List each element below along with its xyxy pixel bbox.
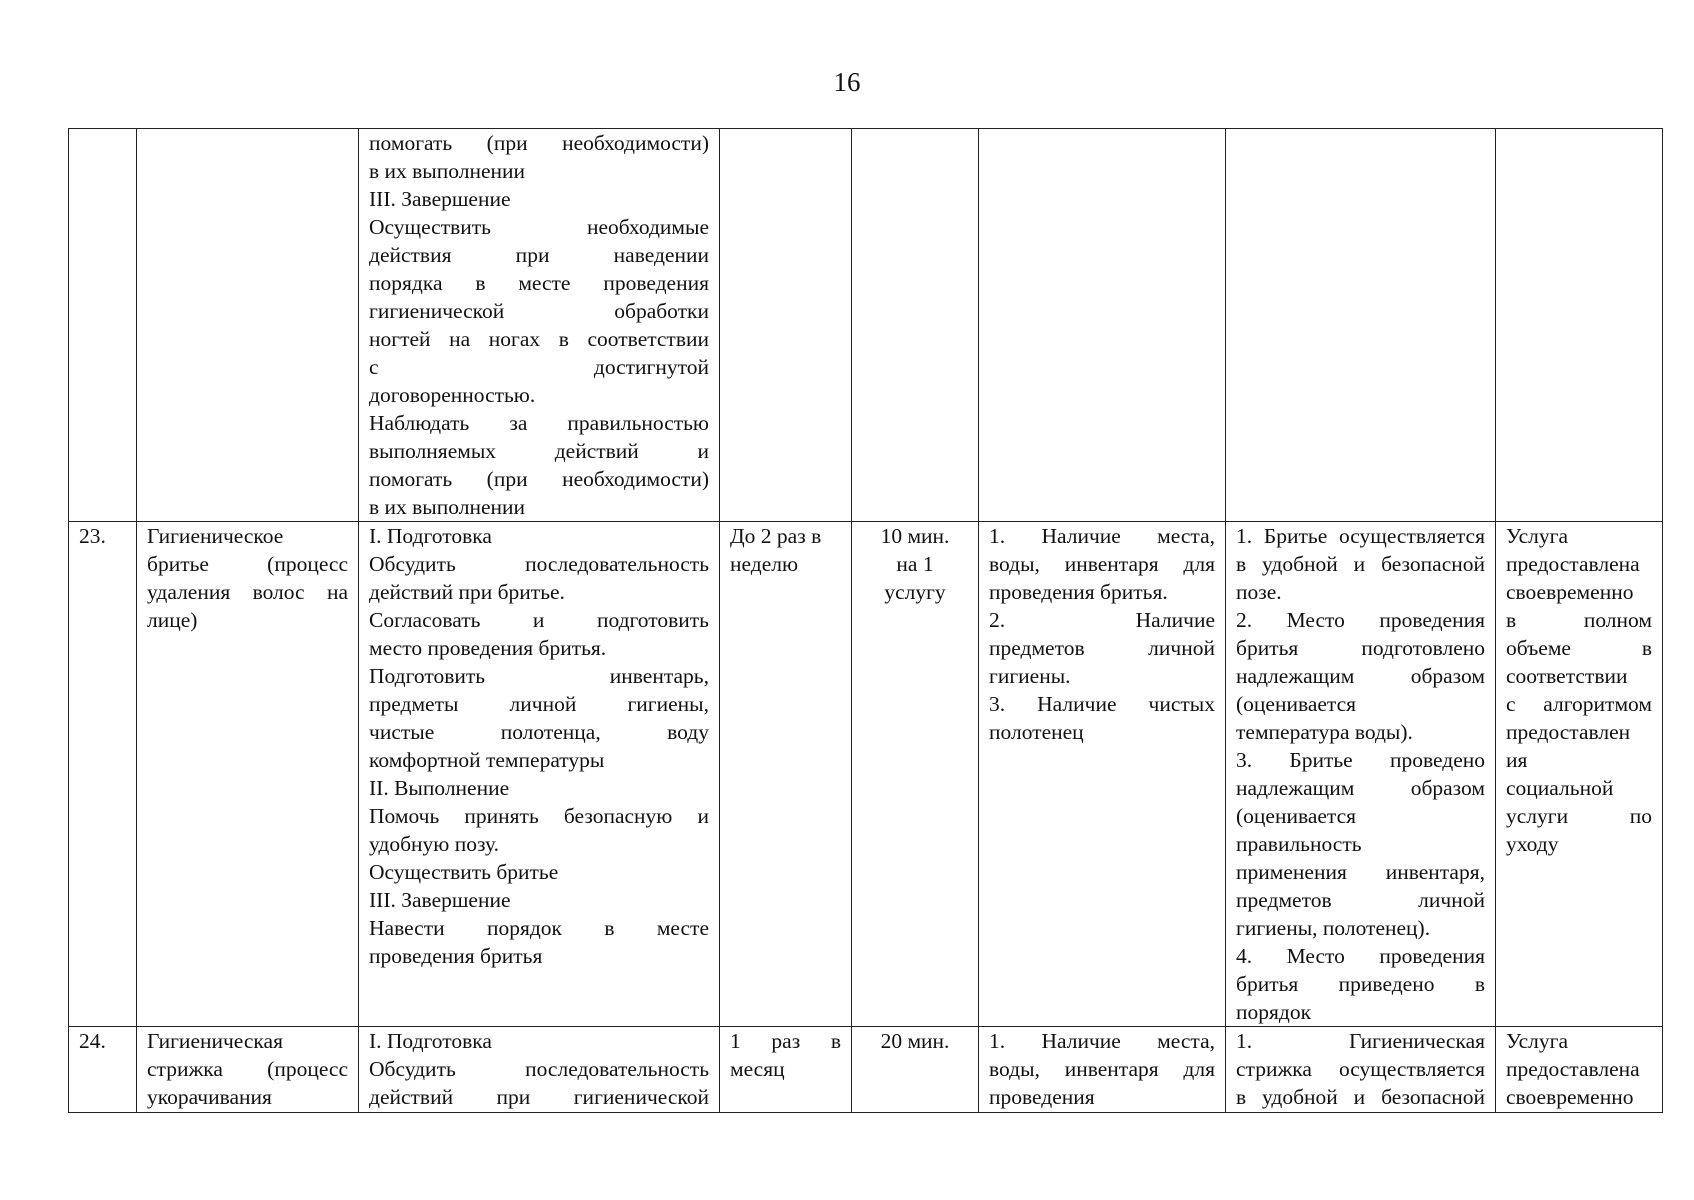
cell-text-line: Услуга bbox=[1506, 1029, 1569, 1053]
cell-text-line: надлежащим образом bbox=[1236, 776, 1485, 800]
cell-text-line: I. Подготовка bbox=[369, 1029, 492, 1053]
table-row bbox=[69, 129, 1663, 522]
frequency-cell bbox=[720, 129, 852, 522]
cell-text-line: предоставлена bbox=[1506, 552, 1640, 576]
cell-text-line: III. Завершение bbox=[369, 187, 511, 211]
cell-text-line: бритья подготовлено bbox=[1236, 636, 1485, 660]
cell-text-line: Гигиеническая bbox=[147, 1029, 283, 1053]
cell-text-line: Помочь принять безопасную и bbox=[369, 804, 709, 828]
quality-criteria-cell bbox=[1226, 522, 1496, 1027]
cell-text-line: температура воды). bbox=[1236, 720, 1413, 744]
cell-text-line: уходу bbox=[1506, 832, 1559, 856]
procedure-cell bbox=[359, 129, 720, 522]
cell-text-line: 10 мин. bbox=[880, 524, 950, 548]
quality-criteria-cell bbox=[1226, 129, 1496, 522]
cell-text-line: Осуществить бритье bbox=[369, 860, 559, 884]
cell-text-line: Навести порядок в месте bbox=[369, 916, 709, 940]
cell-text-line: услугу bbox=[884, 580, 946, 604]
cell-text-line: гигиены. bbox=[989, 664, 1071, 688]
cell-text-line: предметов личной bbox=[1236, 888, 1485, 912]
cell-text-line: I. Подготовка bbox=[369, 524, 492, 548]
cell-text-line: До 2 раз в bbox=[730, 524, 822, 548]
cell-text-line: 20 мин. bbox=[880, 1029, 950, 1053]
cell-text-line: Гигиеническое bbox=[147, 524, 284, 548]
service-name-cell bbox=[137, 522, 359, 1027]
cell-text-line: воды, инвентаря для bbox=[989, 552, 1215, 576]
cell-text-line: месяц bbox=[730, 1057, 785, 1081]
page-number: 16 bbox=[833, 67, 861, 97]
cell-text-line: 1. Бритье осуществляется bbox=[1236, 524, 1485, 548]
cell-text-line: (оценивается bbox=[1236, 692, 1357, 716]
cell-text-line: помогать (при необходимости) bbox=[369, 467, 709, 491]
cell-text-line: в удобной и безопасной bbox=[1236, 1085, 1485, 1109]
cell-text-line: в удобной и безопасной bbox=[1236, 552, 1485, 576]
cell-text-line: ногтей на ногах в соответствии bbox=[369, 327, 709, 351]
quality-criteria-cell bbox=[1226, 1027, 1496, 1113]
conditions-cell bbox=[979, 522, 1226, 1027]
cell-text-line: порядка в месте проведения bbox=[369, 271, 709, 295]
cell-text-line: действий при гигиенической bbox=[369, 1085, 709, 1109]
cell-text-line: неделю bbox=[730, 552, 799, 576]
cell-text-line: гигиены, полотенец). bbox=[1236, 916, 1431, 940]
cell-text-line: 1 раз в bbox=[730, 1029, 841, 1053]
result-cell bbox=[1496, 129, 1663, 522]
cell-text-line: 3. Наличие чистых bbox=[989, 692, 1215, 716]
row-number-cell bbox=[69, 129, 137, 522]
cell-text-line: услуги по bbox=[1506, 804, 1652, 828]
cell-text-line: 4. Место проведения bbox=[1236, 944, 1485, 968]
cell-text-line: в их выполнении bbox=[369, 159, 526, 183]
row-number-cell: 24. bbox=[69, 1027, 137, 1113]
cell-text-line: предоставлена bbox=[1506, 1057, 1640, 1081]
cell-text-line: стрижка осуществляется bbox=[1236, 1057, 1485, 1081]
cell-text-line: своевременно bbox=[1506, 1085, 1634, 1109]
cell-text-line: предметов личной bbox=[989, 636, 1215, 660]
cell-text-line: (оценивается bbox=[1236, 804, 1357, 828]
cell-text-line: лице) bbox=[147, 608, 198, 632]
cell-text-line: бритье (процесс bbox=[147, 552, 348, 576]
cell-text-line: укорачивания bbox=[147, 1085, 272, 1109]
cell-text-line: помогать (при необходимости) bbox=[369, 131, 709, 155]
duration-cell bbox=[852, 129, 979, 522]
cell-text-line: Согласовать и подготовить bbox=[369, 608, 709, 632]
cell-text-line: действия при наведении bbox=[369, 243, 709, 267]
cell-text-line: порядок bbox=[1236, 1000, 1312, 1024]
result-cell bbox=[1496, 522, 1663, 1027]
cell-text-line: своевременно bbox=[1506, 580, 1634, 604]
cell-text-line: 1. Наличие места, bbox=[989, 524, 1215, 548]
cell-text-line: правильность bbox=[1236, 832, 1362, 856]
cell-text-line: 1. Наличие места, bbox=[989, 1029, 1215, 1053]
cell-text-line: выполняемых действий и bbox=[369, 439, 709, 463]
cell-text-line: ия bbox=[1506, 748, 1528, 772]
procedure-cell bbox=[359, 522, 720, 1027]
cell-text-line: 2. Наличие bbox=[989, 608, 1215, 632]
service-name-cell bbox=[137, 129, 359, 522]
cell-text-line: проведения бритья. bbox=[989, 580, 1168, 604]
cell-text-line: применения инвентаря, bbox=[1236, 860, 1485, 884]
cell-text-line: надлежащим образом bbox=[1236, 664, 1485, 688]
cell-text-line: объеме в bbox=[1506, 636, 1652, 660]
service-name-cell bbox=[137, 1027, 359, 1113]
cell-text-line: гигиенической обработки bbox=[369, 299, 709, 323]
cell-text-line: 1. Гигиеническая bbox=[1236, 1029, 1485, 1053]
cell-text-line: соответствии bbox=[1506, 664, 1628, 688]
cell-text-line: 3. Бритье проведено bbox=[1236, 748, 1485, 772]
cell-text-line: воды, инвентаря для bbox=[989, 1057, 1215, 1081]
cell-text-line: предоставлен bbox=[1506, 720, 1631, 744]
cell-text-line: полотенец bbox=[989, 720, 1084, 744]
cell-text-line: Осуществить необходимые bbox=[369, 215, 709, 239]
cell-text-line: II. Выполнение bbox=[369, 776, 510, 800]
cell-text-line: в полном bbox=[1506, 608, 1652, 632]
cell-text-line: предметы личной гигиены, bbox=[369, 692, 709, 716]
cell-text-line: бритья приведено в bbox=[1236, 972, 1485, 996]
cell-text-line: чистые полотенца, воду bbox=[369, 720, 709, 744]
cell-text-line: в их выполнении bbox=[369, 495, 526, 519]
cell-text-line: договоренностью. bbox=[369, 383, 536, 407]
cell-text-line: комфортной температуры bbox=[369, 748, 605, 772]
procedure-cell bbox=[359, 1027, 720, 1113]
cell-text-line: на 1 bbox=[896, 552, 934, 576]
cell-text-line: социальной bbox=[1506, 776, 1614, 800]
cell-text-line: с достигнутой bbox=[369, 355, 709, 379]
cell-text-line: Подготовить инвентарь, bbox=[369, 664, 709, 688]
cell-text-line: стрижка (процесс bbox=[147, 1057, 348, 1081]
cell-text-line: Обсудить последовательность bbox=[369, 552, 709, 576]
duration-cell bbox=[852, 1027, 979, 1113]
cell-text-line: действий при бритье. bbox=[369, 580, 565, 604]
duration-cell bbox=[852, 522, 979, 1027]
frequency-cell bbox=[720, 522, 852, 1027]
conditions-cell bbox=[979, 1027, 1226, 1113]
cell-text-line: место проведения бритья. bbox=[369, 636, 607, 660]
table-row bbox=[69, 522, 1663, 1027]
cell-text-line: Наблюдать за правильностью bbox=[369, 411, 709, 435]
cell-text-line: 2. Место проведения bbox=[1236, 608, 1485, 632]
cell-text-line: проведения bbox=[989, 1085, 1095, 1109]
cell-text-line: удобную позу. bbox=[369, 832, 499, 856]
cell-text-line: Услуга bbox=[1506, 524, 1569, 548]
conditions-cell bbox=[979, 129, 1226, 522]
services-table bbox=[68, 128, 1663, 1113]
frequency-cell bbox=[720, 1027, 852, 1113]
result-cell bbox=[1496, 1027, 1663, 1113]
table-row bbox=[69, 1027, 1663, 1113]
cell-text-line: с алгоритмом bbox=[1506, 692, 1652, 716]
row-number-cell: 23. bbox=[69, 522, 137, 1027]
cell-text-line: Обсудить последовательность bbox=[369, 1057, 709, 1081]
cell-text-line: удаления волос на bbox=[147, 580, 348, 604]
cell-text-line: III. Завершение bbox=[369, 888, 511, 912]
cell-text-line: позе. bbox=[1236, 580, 1282, 604]
cell-text-line: проведения бритья bbox=[369, 944, 543, 968]
